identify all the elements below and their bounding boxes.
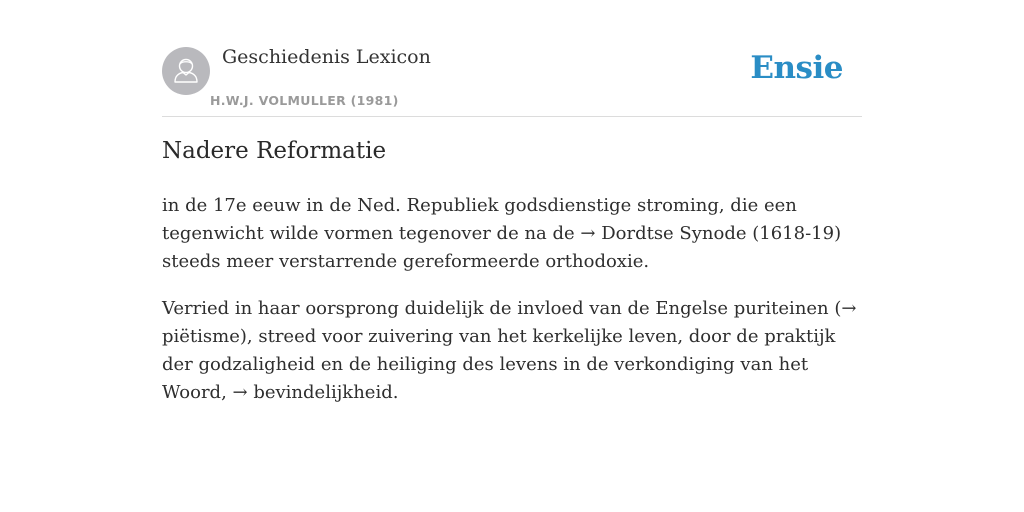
source-title[interactable]: Geschiedenis Lexicon bbox=[222, 46, 431, 68]
user-icon bbox=[162, 47, 210, 95]
entry-paragraph: Verried in haar oorsprong duidelijk de invloed van de Engelse puriteinen (→ piëtisme), streed voor zuivering van het kerkelijke leven, door de praktijk der godzaligheid en de heiliging des levens in de verkondiging van het Woord, → bevindelijkheid. bbox=[162, 298, 857, 403]
brand-logo[interactable]: Ensie bbox=[750, 50, 843, 86]
entry-paragraph: in de 17e eeuw in de Ned. Republiek godsdienstige stroming, die een tegenwicht wilde vormen tegenover de na de → Dordtse Synode (1618-19) steeds meer verstarrende gereformeerde orthodoxie. bbox=[162, 195, 842, 272]
source-header bbox=[162, 44, 862, 117]
entry-body bbox=[162, 192, 862, 426]
avatar[interactable] bbox=[162, 47, 210, 95]
source-author[interactable]: H.W.J. VOLMULLER (1981) bbox=[210, 93, 399, 108]
entry-title: Nadere Reformatie bbox=[162, 138, 387, 164]
